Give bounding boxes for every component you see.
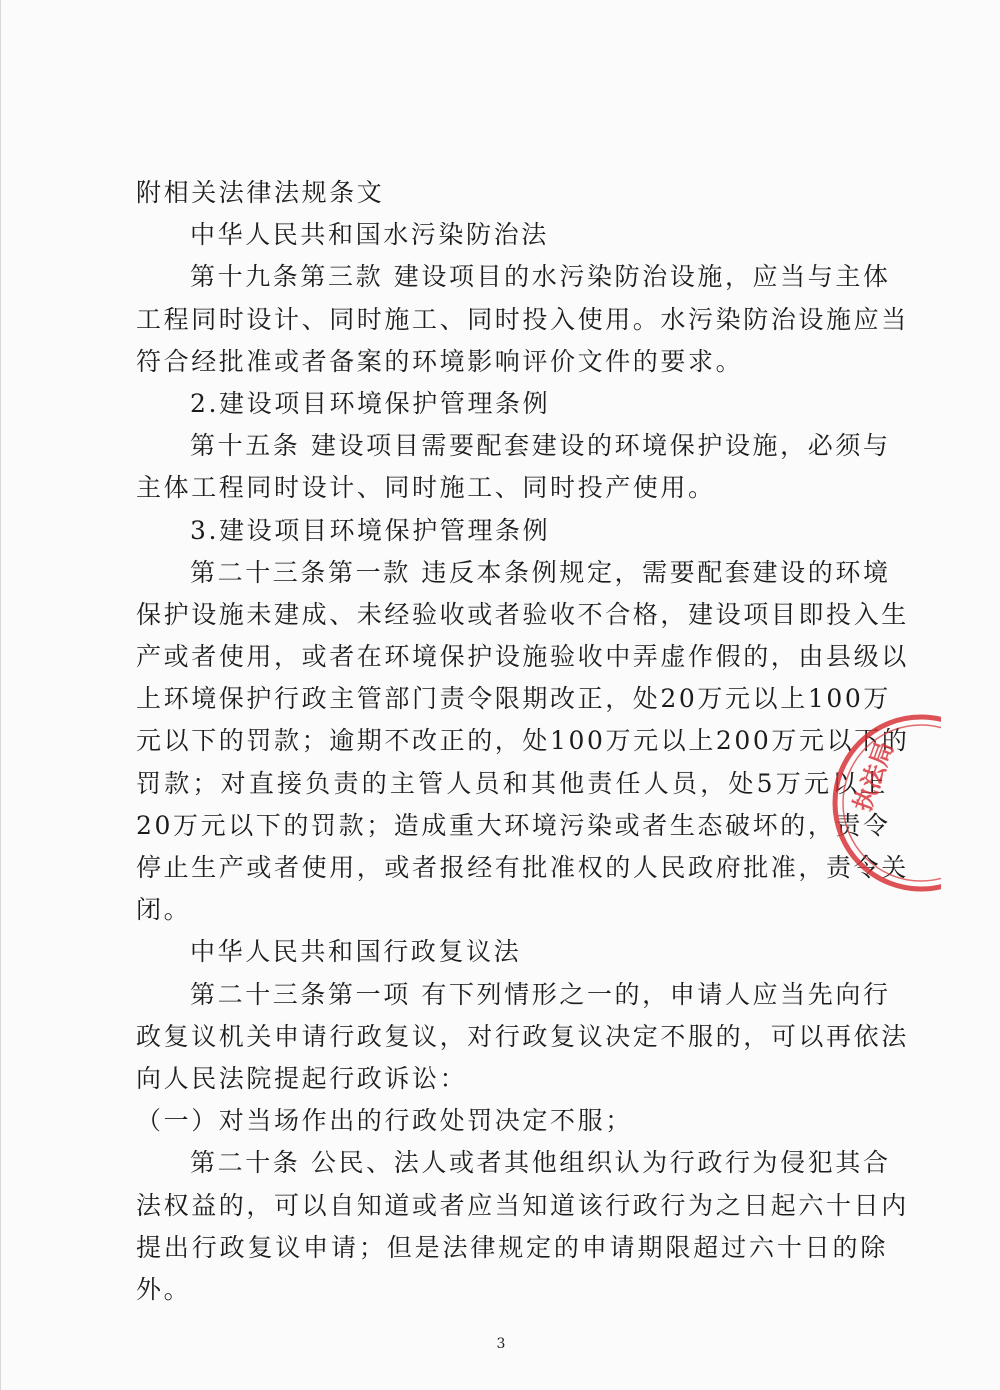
paragraph-line: 保护设施未建成、未经验收或者验收不合格，建设项目即投入生 — [136, 599, 909, 629]
paragraph-line: 第二十三条第一款 违反本条例规定，需要配套建设的环境 — [190, 557, 891, 587]
paragraph-line: 第十九条第三款 建设项目的水污染防治设施，应当与主体 — [190, 262, 891, 292]
paragraph-line: 20万元以下的罚款；造成重大环境污染或者生态破坏的，责令 — [136, 810, 891, 840]
document-heading: 附相关法律法规条文 — [136, 178, 385, 207]
paragraph-line: 产或者使用，或者在环境保护设施验收中弄虚作假的，由县级以 — [136, 642, 909, 672]
paragraph-line: 向人民法院提起行政诉讼： — [136, 1063, 468, 1093]
law-title-administrative-review: 中华人民共和国行政复议法 — [190, 937, 522, 967]
paragraph-line: 第十五条 建设项目需要配套建设的环境保护设施，必须与 — [190, 431, 891, 461]
list-item: （一）对当场作出的行政处罚决定不服； — [136, 1106, 633, 1136]
page-number: 3 — [496, 1336, 506, 1352]
paragraph-line: 停止生产或者使用，或者报经有批准权的人民政府批准，责令关 — [136, 853, 909, 882]
paragraph-line: 政复议机关申请行政复议，对行政复议决定不服的，可以再依法 — [136, 1021, 909, 1051]
law-title-environment-regulation: 2.建设项目环境保护管理条例 — [190, 388, 551, 418]
paragraph-line: 上环境保护行政主管部门责令限期改正，处20万元以上100万 — [136, 684, 891, 714]
paragraph-line: 第二十条 公民、法人或者其他组织认为行政行为侵犯其合 — [190, 1148, 891, 1178]
paragraph-line: 元以下的罚款；逾期不改正的，处100万元以上200万元以下的 — [136, 726, 910, 756]
law-title-water-pollution: 中华人民共和国水污染防治法 — [190, 220, 549, 250]
paragraph-line: 主体工程同时设计、同时施工、同时投产使用。 — [136, 473, 716, 503]
paragraph-line: 闭。 — [136, 895, 192, 925]
paragraph-line: 外。 — [136, 1274, 192, 1304]
paragraph-line: 第二十三条第一项 有下列情形之一的，申请人应当先向行 — [190, 979, 891, 1009]
svg-text:执法局: 执法局 — [848, 737, 900, 816]
paragraph-line: 罚款；对直接负责的主管人员和其他责任人员，处5万元以上 — [136, 768, 888, 798]
paragraph-line: 提出行政复议申请；但是法律规定的申请期限超过六十日的除 — [136, 1232, 888, 1262]
document-body — [136, 172, 910, 1311]
paragraph-line: 法权益的，可以自知道或者应当知道该行政行为之日起六十日内 — [136, 1190, 909, 1220]
paragraph-line: 工程同时设计、同时施工、同时投入使用。水污染防治设施应当 — [136, 304, 909, 334]
law-title-environment-regulation-2: 3.建设项目环境保护管理条例 — [190, 515, 551, 545]
paragraph-line: 符合经批准或者备案的环境影响评价文件的要求。 — [136, 346, 744, 376]
